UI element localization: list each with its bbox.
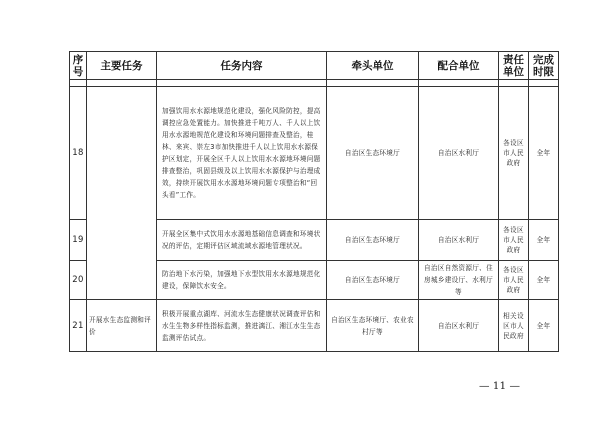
header-content: 任务内容: [157, 52, 327, 80]
row-seq: 21: [70, 300, 87, 352]
row-cooperate: 自治区水利厅: [419, 87, 499, 220]
row-lead: 自治区生态环境厅: [327, 261, 419, 300]
header-responsible: 责任单位: [499, 52, 529, 80]
header-cooperate: 配合单位: [419, 52, 499, 80]
row-seq: 18: [70, 87, 87, 220]
header-deadline: 完成时限: [529, 52, 559, 80]
row-responsible: 各设区市人民政府: [499, 87, 529, 220]
row-task: 开展水生态监测和评价: [87, 300, 157, 352]
row-task: [87, 87, 157, 300]
row-deadline: 全年: [529, 300, 559, 352]
row-seq: 19: [70, 220, 87, 261]
header-gap-row: [70, 80, 559, 87]
row-lead: 自治区生态环境厅: [327, 87, 419, 220]
page-number: — 11 —: [478, 380, 520, 392]
header-task: 主要任务: [87, 52, 157, 80]
row-cooperate: 自治区自然资源厅、住房城乡建设厅、水利厅等: [419, 261, 499, 300]
row-deadline: 全年: [529, 220, 559, 261]
row-cooperate: 自治区水利厅: [419, 300, 499, 352]
header-row: [70, 52, 559, 80]
table-row: [70, 300, 559, 352]
row-content: 积极开展重点湖库、河流水生态健康状况调查评估和水生生物多样性指标监测，推进漓江、湘江水生生态监测评估试点。: [157, 300, 327, 352]
row-responsible: 各设区市人民政府: [499, 261, 529, 300]
row-content: 开展全区集中式饮用水水源地基础信息调查和环境状况的评估，定期评估区域流域水源地管理状况。: [157, 220, 327, 261]
header-seq: 序号: [70, 52, 87, 80]
row-responsible: 相关设区市人民政府: [499, 300, 529, 352]
row-deadline: 全年: [529, 261, 559, 300]
row-responsible: 各设区市人民政府: [499, 220, 529, 261]
row-seq: 20: [70, 261, 87, 300]
row-lead: 自治区生态环境厅、农业农村厅等: [327, 300, 419, 352]
row-content: 防治地下水污染，加强地下水型饮用水水源地规范化建设，保障饮水安全。: [157, 261, 327, 300]
row-content: 加强饮用水水源地规范化建设，强化风险防控，提高调控应急处置能力。加快推进千吨万人、千人以上饮用水水源地规范化建设和环境问题排查及整治，桂林、来宾、崇左3市加快推进千人以上饮用水水源保护区划定，开展全区千人以上饮用水水源地环境问题排查整治，巩固县级及以上饮用水水源保护与治理成效，持续开展饮用水水源地环境问题专项整治和“回头看”工作。: [157, 87, 327, 220]
task-table: [69, 51, 559, 352]
row-cooperate: 自治区水利厅: [419, 220, 499, 261]
table-row: [70, 87, 559, 220]
row-lead: 自治区生态环境厅: [327, 220, 419, 261]
row-deadline: 全年: [529, 87, 559, 220]
header-lead: 牵头单位: [327, 52, 419, 80]
